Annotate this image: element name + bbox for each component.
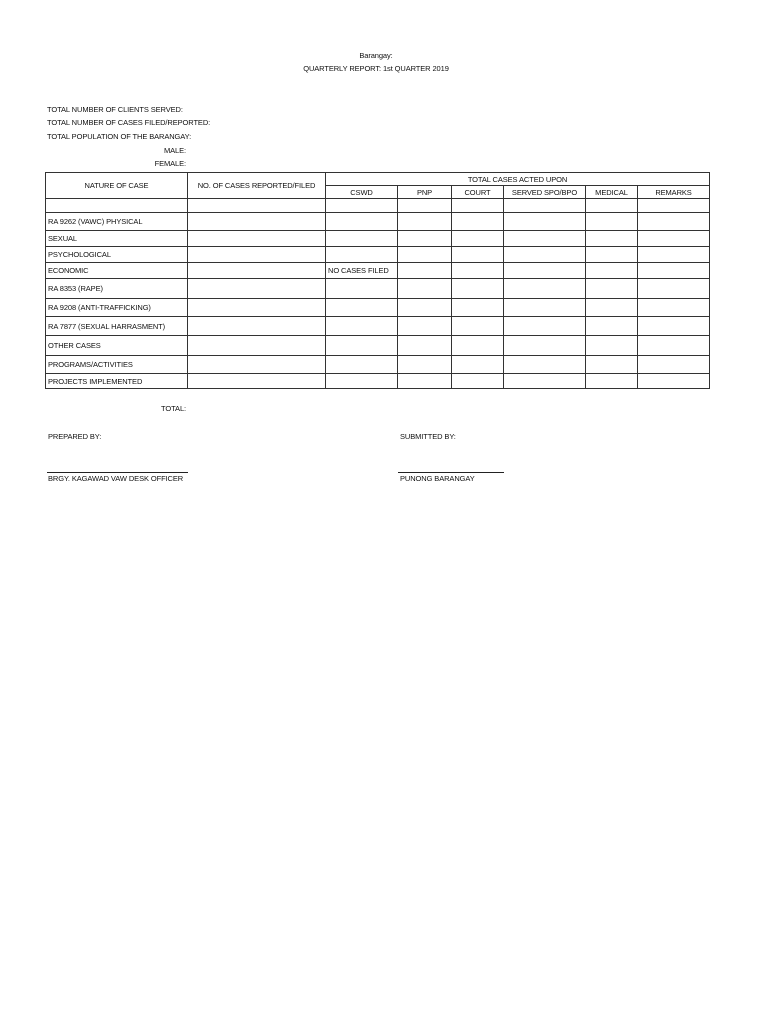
- table-row: [46, 317, 710, 336]
- col-medical-header: MEDICAL: [586, 186, 638, 199]
- col-pnp-header: PNP: [398, 186, 452, 199]
- nature-cell: SEXUAL: [46, 231, 188, 247]
- clients-served-label: TOTAL NUMBER OF CLIENTS SERVED:: [47, 105, 183, 114]
- table-row: [46, 213, 710, 231]
- reported-cell[interactable]: [188, 356, 326, 374]
- col-nature-header: NATURE OF CASE: [46, 173, 188, 199]
- cswd-cell: [326, 231, 398, 247]
- submitted-signature-line: [398, 472, 504, 473]
- nature-cell: RA 7877 (SEXUAL HARRASMENT): [46, 317, 188, 336]
- nature-cell: ECONOMIC: [46, 263, 188, 279]
- nature-cell: RA 8353 (RAPE): [46, 279, 188, 299]
- reported-cell[interactable]: [188, 299, 326, 317]
- submitted-by-label: SUBMITTED BY:: [400, 432, 456, 441]
- cases-table: [45, 172, 710, 389]
- nature-cell: PSYCHOLOGICAL: [46, 247, 188, 263]
- reported-cell[interactable]: [188, 247, 326, 263]
- col-remarks-header: REMARKS: [638, 186, 710, 199]
- reported-cell[interactable]: [188, 374, 326, 389]
- table-row: [46, 356, 710, 374]
- submitter-title: PUNONG BARANGAY: [400, 474, 475, 483]
- col-reported-header: NO. OF CASES REPORTED/FILED: [188, 173, 326, 199]
- population-label: TOTAL POPULATION OF THE BARANGAY:: [47, 132, 192, 141]
- col-cswd-header: CSWD: [326, 186, 398, 199]
- table-row: [46, 336, 710, 356]
- nature-cell: RA 9262 (VAWC) PHYSICAL: [46, 213, 188, 231]
- cswd-cell: NO CASES FILED: [326, 263, 398, 279]
- prepared-by-label: PREPARED BY:: [48, 432, 102, 441]
- male-label: MALE:: [163, 146, 186, 155]
- table-row: [46, 279, 710, 299]
- reported-cell[interactable]: [188, 317, 326, 336]
- reported-cell[interactable]: [188, 199, 326, 213]
- prepared-signature-line: [47, 472, 188, 473]
- nature-cell: RA 9208 (ANTI-TRAFFICKING): [46, 299, 188, 317]
- cswd-cell: [326, 374, 398, 389]
- reported-cell[interactable]: [188, 231, 326, 247]
- nature-cell: PROGRAMS/ACTIVITIES: [46, 356, 188, 374]
- barangay-label: Barangay:: [359, 51, 393, 60]
- nature-cell: PROJECTS IMPLEMENTED: [46, 374, 188, 389]
- total-label: TOTAL:: [161, 404, 186, 413]
- acted-upon-header: TOTAL CASES ACTED UPON: [326, 173, 710, 186]
- cswd-cell: [326, 247, 398, 263]
- col-court-header: COURT: [452, 186, 504, 199]
- col-spo-bpo-header: SERVED SPO/BPO: [504, 186, 586, 199]
- cswd-cell: [326, 336, 398, 356]
- table-row: [46, 374, 710, 389]
- cswd-cell: [326, 279, 398, 299]
- cases-filed-label: TOTAL NUMBER OF CASES FILED/REPORTED:: [47, 118, 211, 127]
- table-row: [46, 263, 710, 279]
- female-label: FEMALE:: [154, 159, 186, 168]
- cswd-cell: [326, 213, 398, 231]
- report-title: QUARTERLY REPORT: 1st QUARTER 2019: [303, 64, 449, 73]
- reported-cell[interactable]: [188, 263, 326, 279]
- table-row: [46, 247, 710, 263]
- table-row: [46, 231, 710, 247]
- table-row: [46, 299, 710, 317]
- nature-cell: [46, 199, 188, 213]
- cswd-cell: [326, 317, 398, 336]
- reported-cell[interactable]: [188, 336, 326, 356]
- reported-cell[interactable]: [188, 213, 326, 231]
- cswd-cell: [326, 199, 398, 213]
- preparer-title: BRGY. KAGAWAD VAW DESK OFFICER: [48, 474, 184, 483]
- nature-cell: OTHER CASES: [46, 336, 188, 356]
- cswd-cell: [326, 356, 398, 374]
- cswd-cell: [326, 299, 398, 317]
- reported-cell[interactable]: [188, 279, 326, 299]
- table-row: [46, 199, 710, 213]
